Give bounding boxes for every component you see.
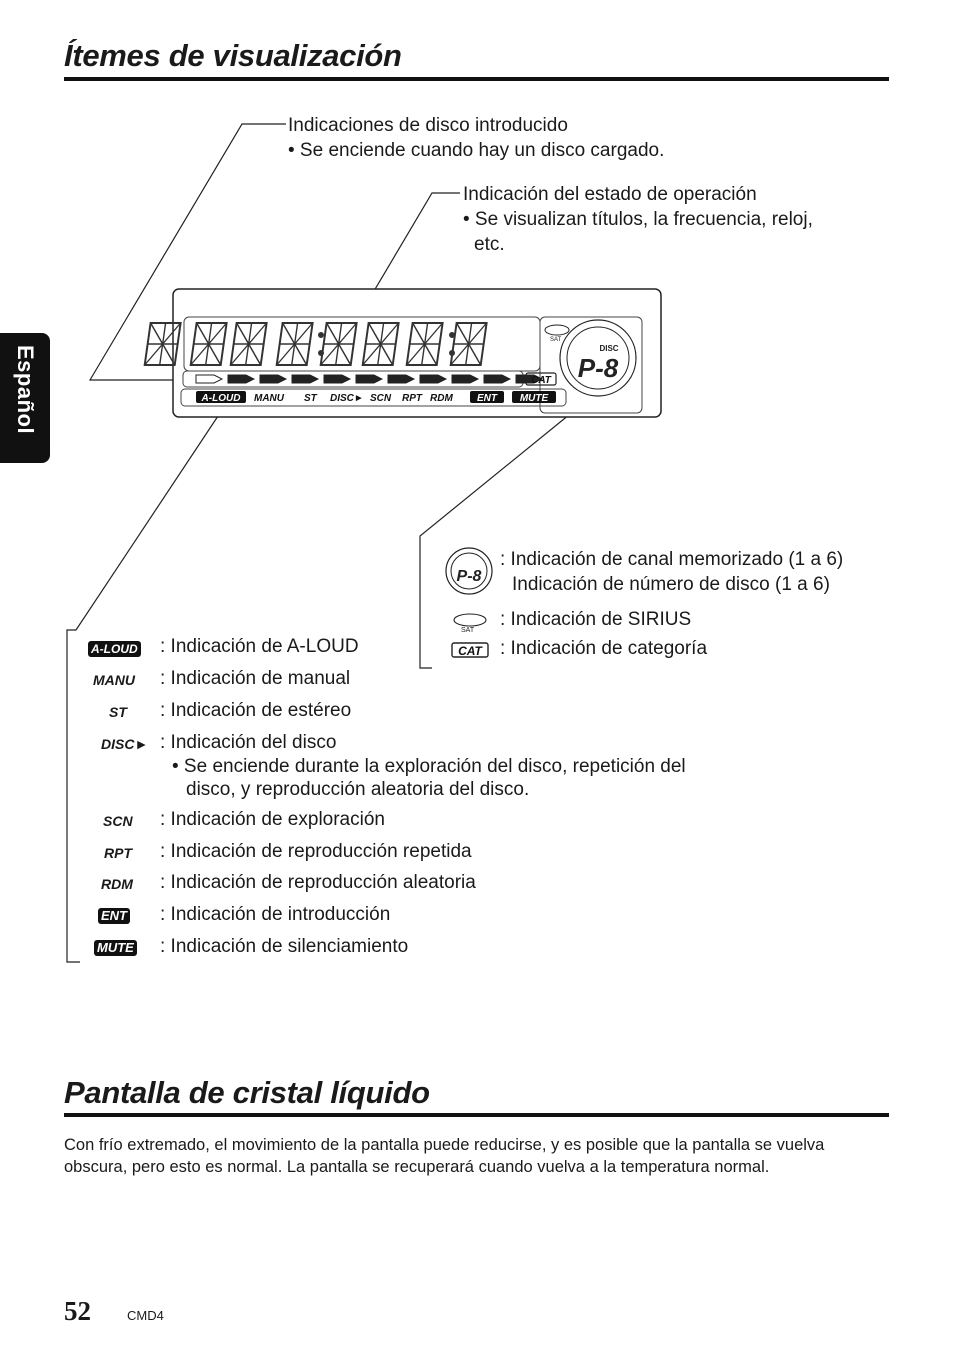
title-rule-2 (64, 1113, 889, 1117)
svg-text:P-8: P-8 (456, 568, 482, 585)
lcd-indicator-label: ENT (477, 393, 497, 404)
svg-text:SAT: SAT (461, 627, 475, 634)
lcd-indicator-label: SCN (370, 393, 392, 404)
lcd-indicator-label: RDM (430, 393, 453, 404)
svg-text:P-8: P-8 (577, 353, 619, 383)
legend-cat-icon (452, 643, 488, 658)
legend-icon-manu: MANU (93, 672, 135, 688)
lcd-body-paragraph: Con frío extremado, el movimiento de la pantalla puede reducirse, y es posible que la pantalla se vuelva obscura, pero esto es normal. La pantalla se recuperará cuando vuelva a la temperatura normal. (64, 1136, 825, 1176)
legend-disc-note-line1: • Se enciende durante la exploración del disco, repetición del (172, 756, 686, 777)
disc-indicators (196, 375, 542, 383)
legend-icon-rpt: RPT (104, 845, 132, 861)
lcd-indicator-label: MANU (254, 393, 284, 404)
lcd-indicator-label: DISC► (330, 393, 364, 404)
callout-disc-in-title: Indicaciones de disco introducido (288, 115, 568, 136)
lcd-indicator-label: A-LOUD (201, 393, 241, 404)
lcd-colon-dot (319, 333, 323, 337)
legend-preset-dial-icon (446, 548, 492, 594)
lcd-colon-dot (319, 351, 323, 355)
lcd-indicator-label: RPT (402, 393, 422, 404)
legend-icon-a-loud: A-LOUD (88, 641, 141, 657)
legend-text-disc: : Indicación del disco (160, 732, 337, 753)
leader-lines (67, 124, 575, 962)
legend-text-manu: : Indicación de manual (160, 668, 351, 689)
legend-icon-scn: SCN (103, 813, 133, 829)
legend-icon-disc: DISC► (101, 736, 149, 752)
section-title-display-items: Ítemes de visualización (64, 38, 402, 73)
lcd-indicator-label: ST (304, 393, 317, 404)
model-code: CMD4 (127, 1308, 164, 1323)
legend-sirius: : Indicación de SIRIUS (500, 609, 692, 630)
legend-icon-ent: ENT (98, 908, 130, 924)
callout-operation-note: • Se visualizan títulos, la frecuencia, reloj, (463, 209, 813, 230)
svg-text:SAT: SAT (550, 337, 562, 343)
svg-text:CAT: CAT (458, 644, 482, 658)
legend-text-mute: : Indicación de silenciamiento (160, 936, 409, 957)
callout-operation-note-cont: etc. (474, 234, 505, 255)
legend-text-rdm: : Indicación de reproducción aleatoria (160, 872, 476, 893)
legend-text-ent: : Indicación de introducción (160, 904, 391, 925)
legend-icon-st: ST (109, 704, 127, 720)
legend-preset-line1: : Indicación de canal memorizado (1 a 6) (500, 549, 844, 570)
lcd-indicator-label: MUTE (519, 393, 549, 404)
lcd-cat-text: CAT (531, 375, 551, 386)
legend-category: : Indicación de categoría (500, 638, 708, 659)
legend-icon-rdm: RDM (101, 876, 133, 892)
legend-icon-mute: MUTE (94, 940, 137, 956)
lcd-colon-dot (450, 333, 454, 337)
language-tab-label: Español (13, 345, 38, 435)
svg-text:DISC: DISC (599, 344, 619, 353)
page-number: 52 (64, 1296, 91, 1326)
legend-text-rpt: : Indicación de reproducción repetida (160, 841, 472, 862)
legend-sat-icon (454, 614, 486, 634)
section-title-lcd: Pantalla de cristal líquido (64, 1075, 430, 1110)
legend-text-scn: : Indicación de exploración (160, 809, 385, 830)
legend-text-a-loud: : Indicación de A-LOUD (160, 636, 359, 657)
legend-text-st: : Indicación de estéreo (160, 700, 352, 721)
legend-preset-line2: Indicación de número de disco (1 a 6) (512, 574, 830, 595)
lcd-colon-dot (450, 351, 454, 355)
callout-disc-in-note: • Se enciende cuando hay un disco cargado. (288, 140, 665, 161)
legend-disc-note-line2: disco, y reproducción aleatoria del disco. (186, 779, 530, 800)
callout-operation-title: Indicación del estado de operación (463, 184, 757, 205)
